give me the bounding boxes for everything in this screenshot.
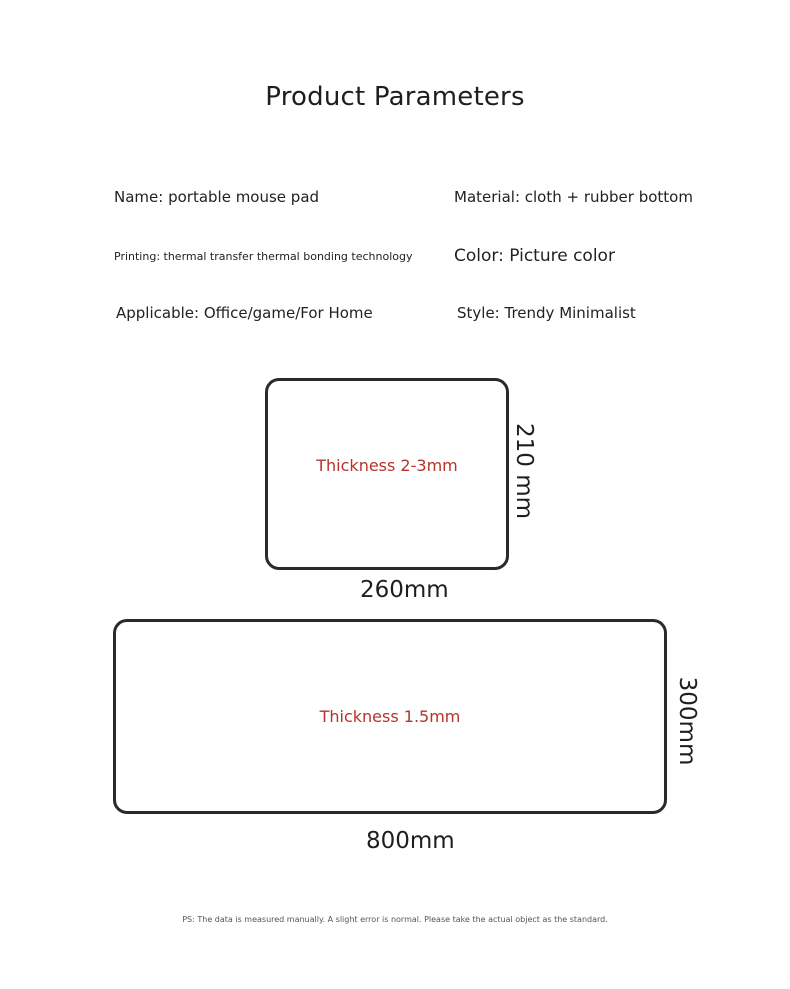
param-printing: Printing: thermal transfer thermal bonding technology <box>114 250 413 263</box>
param-color: Color: Picture color <box>454 246 615 266</box>
small-pad-width: 260mm <box>360 577 449 603</box>
param-style: Style: Trendy Minimalist <box>457 304 636 322</box>
small-pad-thickness: Thickness 2-3mm <box>316 456 458 475</box>
param-applicable: Applicable: Office/game/For Home <box>116 304 373 322</box>
small-pad-outline <box>265 378 509 570</box>
param-name: Name: portable mouse pad <box>114 188 320 206</box>
page-title: Product Parameters <box>265 82 525 112</box>
param-material: Material: cloth + rubber bottom <box>454 188 693 206</box>
small-pad-height: 210 mm <box>511 423 537 520</box>
large-pad-thickness: Thickness 1.5mm <box>319 707 461 726</box>
large-pad-outline <box>113 619 667 814</box>
footnote: PS: The data is measured manually. A slight error is normal. Please take the actual object as the standard. <box>182 915 608 924</box>
large-pad-width: 800mm <box>366 828 455 854</box>
large-pad-height: 300mm <box>674 676 700 766</box>
